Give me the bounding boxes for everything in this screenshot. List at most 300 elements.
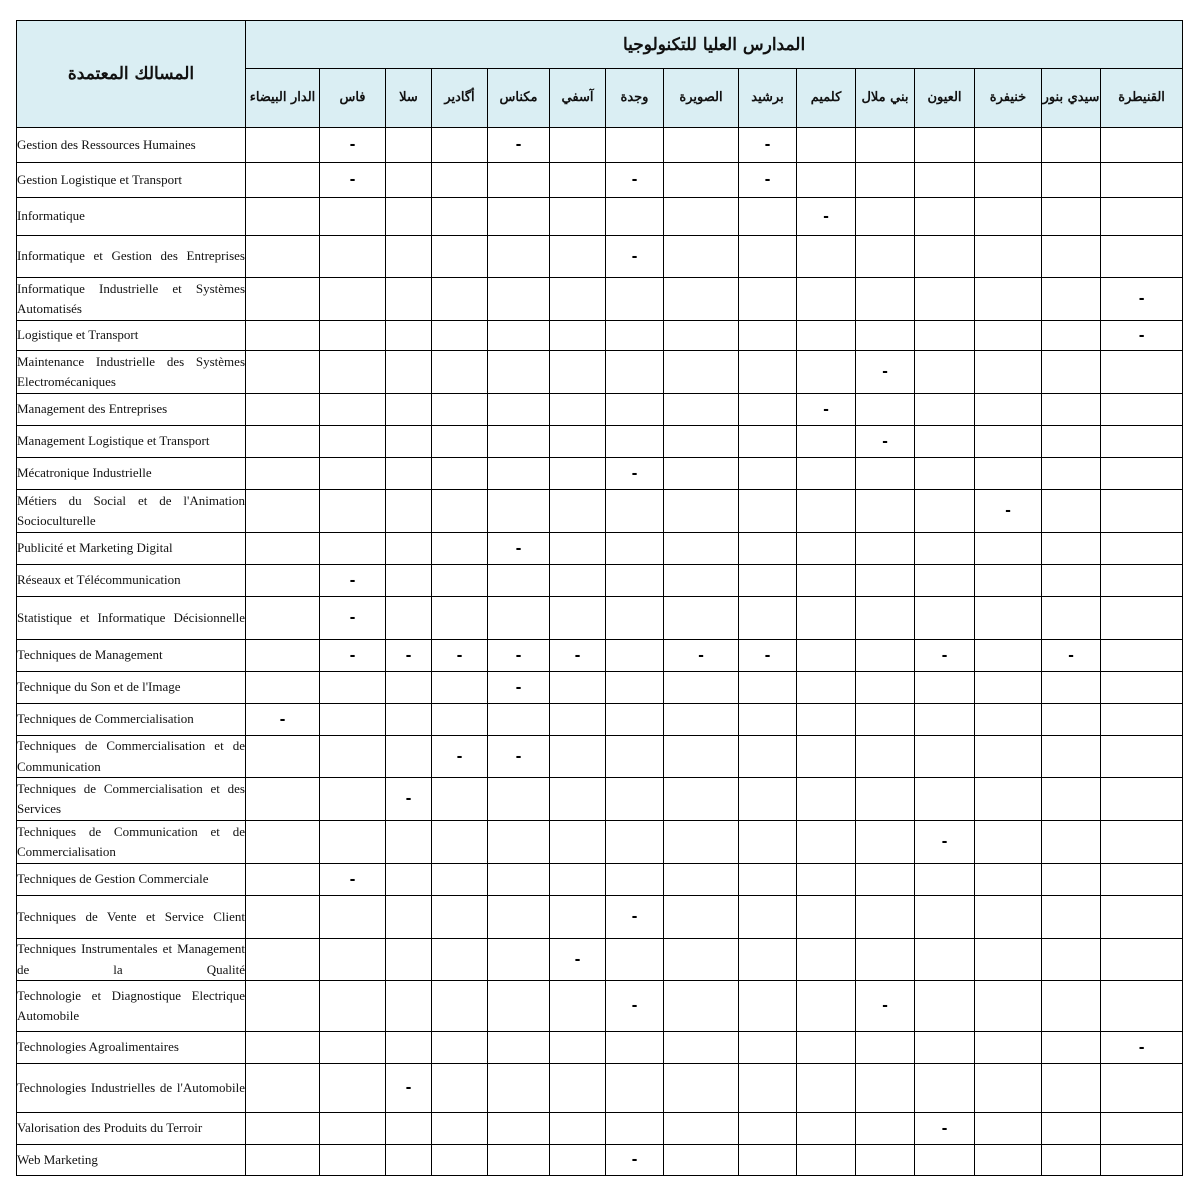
availability-cell — [856, 704, 915, 736]
availability-cell — [1101, 672, 1183, 704]
availability-cell — [246, 1032, 320, 1064]
availability-cell — [664, 278, 739, 321]
availability-cell — [246, 736, 320, 778]
availability-cell — [1101, 1145, 1183, 1176]
availability-cell — [975, 533, 1042, 565]
availability-cell — [856, 1032, 915, 1064]
availability-cell — [1042, 736, 1101, 778]
availability-cell — [386, 672, 432, 704]
availability-mark: - — [349, 610, 356, 626]
availability-cell — [386, 778, 432, 821]
availability-mark: - — [1138, 1039, 1145, 1056]
availability-cell — [320, 640, 386, 672]
availability-cell — [664, 896, 739, 939]
filieres-table — [16, 20, 1183, 1176]
availability-cell — [739, 426, 797, 458]
availability-cell — [320, 672, 386, 704]
availability-cell — [975, 778, 1042, 821]
filieres-column-header: المسالك المعتمدة — [17, 21, 246, 128]
availability-mark: - — [515, 540, 522, 557]
availability-mark: - — [515, 679, 522, 696]
availability-cell — [246, 1145, 320, 1176]
filiere-label: Métiers du Social et de l'Animation Socioculturelle — [17, 490, 246, 533]
availability-cell — [915, 490, 975, 533]
availability-cell — [975, 821, 1042, 864]
availability-mark: - — [941, 1120, 948, 1137]
availability-cell — [432, 864, 488, 896]
availability-cell — [915, 1113, 975, 1145]
availability-cell — [606, 198, 664, 236]
availability-mark: - — [349, 572, 356, 589]
availability-cell — [606, 597, 664, 640]
availability-cell — [739, 778, 797, 821]
availability-cell — [386, 533, 432, 565]
availability-cell — [550, 704, 606, 736]
availability-cell — [1042, 1145, 1101, 1176]
availability-cell — [797, 864, 856, 896]
availability-cell — [1101, 278, 1183, 321]
availability-cell — [856, 565, 915, 597]
availability-cell — [1042, 1064, 1101, 1113]
availability-cell — [797, 565, 856, 597]
availability-cell — [386, 394, 432, 426]
availability-cell — [856, 533, 915, 565]
availability-cell — [664, 163, 739, 198]
table-row — [17, 640, 1183, 672]
availability-cell — [606, 278, 664, 321]
availability-cell — [386, 278, 432, 321]
availability-mark: - — [1005, 503, 1011, 519]
availability-cell — [606, 458, 664, 490]
availability-cell — [797, 939, 856, 981]
availability-cell — [1042, 640, 1101, 672]
availability-cell — [246, 236, 320, 278]
availability-cell — [386, 864, 432, 896]
table-row — [17, 128, 1183, 163]
availability-mark: - — [882, 433, 888, 450]
availability-cell — [975, 1145, 1042, 1176]
availability-cell — [664, 778, 739, 821]
city-header: سيدي بنور — [1042, 69, 1101, 128]
availability-cell — [488, 672, 550, 704]
availability-cell — [432, 321, 488, 351]
availability-cell — [856, 1145, 915, 1176]
availability-cell — [1042, 128, 1101, 163]
availability-cell — [386, 1064, 432, 1113]
availability-cell — [664, 321, 739, 351]
availability-cell — [664, 597, 739, 640]
availability-cell — [797, 426, 856, 458]
availability-cell — [320, 939, 386, 981]
availability-cell — [1101, 939, 1183, 981]
availability-cell — [246, 128, 320, 163]
availability-cell — [246, 321, 320, 351]
availability-cell — [1042, 490, 1101, 533]
availability-cell — [1101, 821, 1183, 864]
availability-cell — [797, 778, 856, 821]
availability-cell — [975, 864, 1042, 896]
availability-cell — [1042, 778, 1101, 821]
availability-cell — [606, 821, 664, 864]
availability-cell — [856, 864, 915, 896]
availability-cell — [664, 1064, 739, 1113]
availability-cell — [915, 458, 975, 490]
availability-cell — [664, 939, 739, 981]
availability-cell — [1042, 533, 1101, 565]
table-row — [17, 490, 1183, 533]
availability-cell — [915, 896, 975, 939]
availability-cell — [975, 426, 1042, 458]
availability-cell — [606, 163, 664, 198]
availability-cell — [320, 896, 386, 939]
availability-cell — [606, 704, 664, 736]
availability-cell — [1042, 864, 1101, 896]
availability-cell — [856, 597, 915, 640]
availability-cell — [975, 672, 1042, 704]
availability-cell — [606, 1113, 664, 1145]
availability-cell — [246, 704, 320, 736]
availability-cell — [915, 565, 975, 597]
availability-cell — [1042, 1032, 1101, 1064]
availability-cell — [550, 278, 606, 321]
availability-cell — [550, 778, 606, 821]
table-row — [17, 278, 1183, 321]
availability-mark: - — [574, 647, 581, 664]
table-row — [17, 426, 1183, 458]
availability-cell — [1101, 864, 1183, 896]
availability-cell — [1101, 981, 1183, 1032]
city-header: الصويرة — [664, 69, 739, 128]
availability-cell — [488, 351, 550, 394]
table-row — [17, 736, 1183, 778]
availability-cell — [488, 981, 550, 1032]
availability-cell — [320, 278, 386, 321]
availability-cell — [1101, 128, 1183, 163]
availability-cell — [664, 672, 739, 704]
availability-cell — [246, 458, 320, 490]
availability-cell — [488, 778, 550, 821]
availability-cell — [550, 394, 606, 426]
availability-cell — [550, 163, 606, 198]
table-row — [17, 597, 1183, 640]
table-row — [17, 704, 1183, 736]
availability-cell — [606, 128, 664, 163]
table-row — [17, 896, 1183, 939]
availability-cell — [856, 821, 915, 864]
availability-cell — [606, 1032, 664, 1064]
availability-cell — [320, 778, 386, 821]
availability-cell — [797, 321, 856, 351]
availability-mark: - — [631, 465, 638, 482]
filiere-label: Statistique et Informatique Décisionnelle — [17, 597, 246, 640]
availability-cell — [550, 426, 606, 458]
table-row — [17, 198, 1183, 236]
availability-cell — [606, 426, 664, 458]
availability-cell — [797, 821, 856, 864]
availability-cell — [386, 597, 432, 640]
filiere-label: Informatique et Gestion des Entreprises — [17, 236, 246, 278]
availability-cell — [606, 490, 664, 533]
availability-cell — [320, 821, 386, 864]
availability-cell — [664, 198, 739, 236]
availability-cell — [797, 458, 856, 490]
availability-cell — [975, 896, 1042, 939]
availability-cell — [488, 490, 550, 533]
availability-mark: - — [515, 137, 522, 153]
availability-cell — [488, 1064, 550, 1113]
availability-cell — [606, 1064, 664, 1113]
availability-cell — [797, 198, 856, 236]
availability-cell — [320, 490, 386, 533]
availability-cell — [1042, 981, 1101, 1032]
availability-cell — [975, 939, 1042, 981]
availability-cell — [432, 597, 488, 640]
availability-cell — [797, 128, 856, 163]
availability-cell — [1042, 426, 1101, 458]
availability-cell — [739, 533, 797, 565]
availability-cell — [739, 896, 797, 939]
availability-mark: - — [631, 998, 638, 1014]
availability-cell — [797, 1145, 856, 1176]
availability-cell — [246, 981, 320, 1032]
city-header: العيون — [915, 69, 975, 128]
availability-cell — [856, 640, 915, 672]
availability-cell — [797, 278, 856, 321]
availability-cell — [1042, 672, 1101, 704]
availability-cell — [550, 565, 606, 597]
availability-cell — [797, 1113, 856, 1145]
availability-mark: - — [279, 711, 286, 728]
filiere-label: Management Logistique et Transport — [17, 426, 246, 458]
availability-cell — [320, 458, 386, 490]
table-row — [17, 939, 1183, 981]
availability-cell — [550, 236, 606, 278]
availability-cell — [739, 198, 797, 236]
filiere-label: Technologies Industrielles de l'Automobile — [17, 1064, 246, 1113]
availability-cell — [739, 981, 797, 1032]
availability-cell — [1042, 351, 1101, 394]
availability-cell — [975, 565, 1042, 597]
filiere-label: Gestion des Ressources Humaines — [17, 128, 246, 163]
availability-cell — [386, 1113, 432, 1145]
availability-cell — [797, 981, 856, 1032]
availability-cell — [915, 321, 975, 351]
table-row — [17, 394, 1183, 426]
availability-cell — [739, 458, 797, 490]
availability-mark: - — [405, 1080, 412, 1096]
availability-cell — [550, 458, 606, 490]
availability-cell — [975, 351, 1042, 394]
availability-cell — [915, 1064, 975, 1113]
availability-cell — [1101, 1113, 1183, 1145]
availability-cell — [739, 128, 797, 163]
availability-cell — [975, 597, 1042, 640]
availability-cell — [856, 278, 915, 321]
availability-cell — [975, 394, 1042, 426]
availability-cell — [488, 533, 550, 565]
availability-cell — [975, 1113, 1042, 1145]
availability-cell — [856, 896, 915, 939]
availability-cell — [432, 426, 488, 458]
availability-cell — [488, 278, 550, 321]
availability-cell — [739, 394, 797, 426]
city-header: القنيطرة — [1101, 69, 1183, 128]
availability-mark: - — [405, 647, 412, 664]
availability-cell — [386, 939, 432, 981]
availability-cell — [1101, 236, 1183, 278]
availability-cell — [1042, 597, 1101, 640]
availability-cell — [432, 351, 488, 394]
availability-cell — [797, 896, 856, 939]
availability-cell — [246, 821, 320, 864]
availability-cell — [550, 821, 606, 864]
availability-cell — [550, 597, 606, 640]
availability-cell — [488, 128, 550, 163]
availability-cell — [1042, 821, 1101, 864]
availability-cell — [320, 533, 386, 565]
availability-cell — [856, 778, 915, 821]
availability-cell — [246, 896, 320, 939]
availability-cell — [739, 163, 797, 198]
availability-cell — [856, 198, 915, 236]
availability-cell — [386, 351, 432, 394]
availability-mark: - — [1068, 647, 1074, 664]
availability-cell — [386, 736, 432, 778]
availability-cell — [488, 896, 550, 939]
availability-cell — [1042, 939, 1101, 981]
availability-mark: - — [941, 834, 948, 850]
filiere-label: Techniques de Management — [17, 640, 246, 672]
availability-cell — [432, 198, 488, 236]
availability-cell — [246, 864, 320, 896]
availability-cell — [664, 236, 739, 278]
availability-cell — [320, 198, 386, 236]
filiere-label: Technologies Agroalimentaires — [17, 1032, 246, 1064]
availability-cell — [856, 672, 915, 704]
availability-cell — [797, 1032, 856, 1064]
availability-cell — [246, 778, 320, 821]
availability-cell — [488, 236, 550, 278]
availability-cell — [432, 736, 488, 778]
availability-cell — [797, 672, 856, 704]
filiere-label: Techniques de Commercialisation et de Communication — [17, 736, 246, 778]
availability-cell — [246, 1113, 320, 1145]
availability-cell — [246, 198, 320, 236]
availability-cell — [739, 490, 797, 533]
availability-cell — [975, 163, 1042, 198]
availability-cell — [320, 1064, 386, 1113]
availability-cell — [797, 640, 856, 672]
availability-cell — [1101, 736, 1183, 778]
availability-cell — [606, 351, 664, 394]
filiere-label: Techniques de Vente et Service Client — [17, 896, 246, 939]
availability-cell — [1101, 640, 1183, 672]
availability-cell — [915, 821, 975, 864]
availability-cell — [739, 704, 797, 736]
availability-cell — [246, 565, 320, 597]
table-row — [17, 778, 1183, 821]
availability-cell — [432, 1145, 488, 1176]
availability-cell — [386, 321, 432, 351]
availability-cell — [664, 490, 739, 533]
filiere-label: Techniques de Commercialisation — [17, 704, 246, 736]
availability-cell — [664, 704, 739, 736]
availability-cell — [606, 939, 664, 981]
availability-cell — [856, 128, 915, 163]
availability-mark: - — [764, 137, 771, 153]
availability-cell — [915, 672, 975, 704]
availability-cell — [797, 1064, 856, 1113]
availability-cell — [246, 533, 320, 565]
availability-cell — [606, 981, 664, 1032]
table-row — [17, 351, 1183, 394]
availability-cell — [1042, 565, 1101, 597]
filiere-label: Techniques de Communication et de Commercialisation — [17, 821, 246, 864]
filiere-label: Maintenance Industrielle des Systèmes Electromécaniques — [17, 351, 246, 394]
availability-mark: - — [349, 172, 356, 188]
availability-cell — [915, 394, 975, 426]
availability-cell — [432, 394, 488, 426]
availability-cell — [856, 351, 915, 394]
availability-mark: - — [882, 998, 888, 1014]
availability-cell — [386, 981, 432, 1032]
city-header: فاس — [320, 69, 386, 128]
table-row — [17, 565, 1183, 597]
availability-cell — [320, 1113, 386, 1145]
availability-cell — [856, 426, 915, 458]
availability-cell — [856, 458, 915, 490]
table-row — [17, 672, 1183, 704]
availability-cell — [1101, 704, 1183, 736]
availability-cell — [739, 640, 797, 672]
filiere-label: Techniques de Commercialisation et des Services — [17, 778, 246, 821]
availability-cell — [246, 597, 320, 640]
availability-cell — [739, 939, 797, 981]
table-row — [17, 981, 1183, 1032]
availability-cell — [432, 278, 488, 321]
availability-cell — [797, 533, 856, 565]
availability-cell — [664, 864, 739, 896]
availability-mark: - — [631, 909, 638, 925]
availability-mark: - — [882, 364, 888, 380]
availability-cell — [739, 321, 797, 351]
availability-cell — [432, 939, 488, 981]
availability-cell — [1101, 778, 1183, 821]
availability-cell — [246, 394, 320, 426]
availability-cell — [1101, 1032, 1183, 1064]
availability-mark: - — [349, 647, 356, 664]
filiere-label: Informatique — [17, 198, 246, 236]
table-row — [17, 458, 1183, 490]
availability-cell — [975, 704, 1042, 736]
availability-cell — [1101, 1064, 1183, 1113]
availability-cell — [320, 597, 386, 640]
filiere-label: Techniques Instrumentales et Management de la Qualité — [17, 939, 246, 981]
availability-cell — [915, 597, 975, 640]
availability-cell — [606, 394, 664, 426]
availability-cell — [386, 458, 432, 490]
availability-cell — [386, 198, 432, 236]
availability-cell — [386, 163, 432, 198]
availability-cell — [797, 351, 856, 394]
availability-cell — [606, 672, 664, 704]
availability-cell — [1101, 458, 1183, 490]
availability-mark: - — [764, 647, 771, 664]
availability-cell — [739, 278, 797, 321]
filiere-label: Valorisation des Produits du Terroir — [17, 1113, 246, 1145]
availability-cell — [488, 704, 550, 736]
availability-mark: - — [631, 1152, 638, 1168]
